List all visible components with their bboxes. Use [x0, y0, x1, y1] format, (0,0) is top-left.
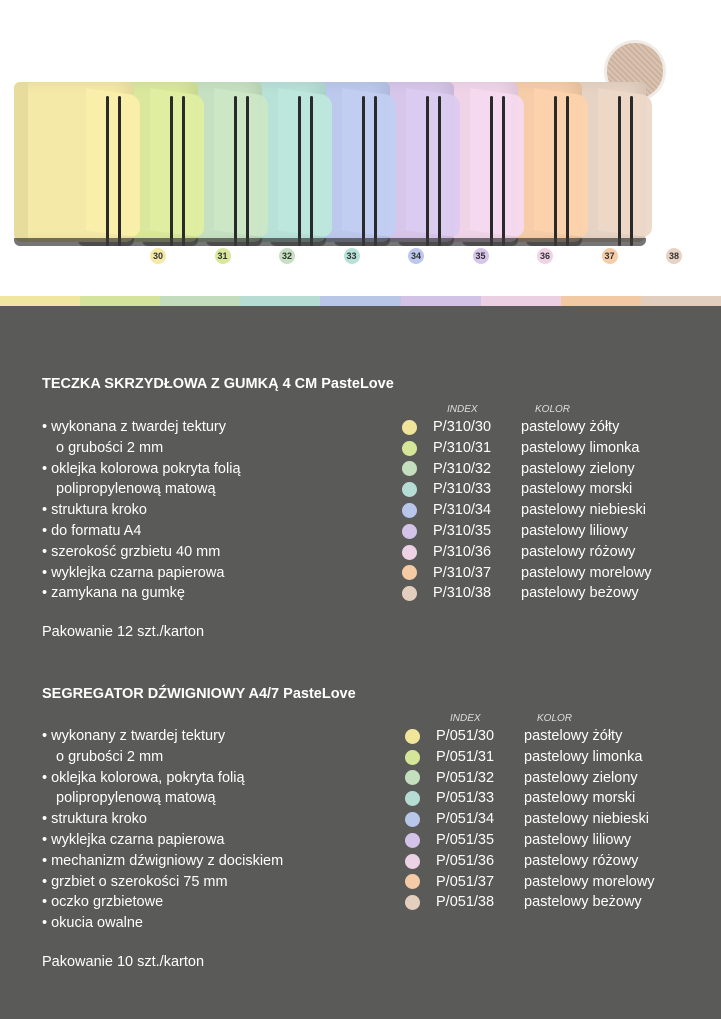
color-swatch-icon	[402, 461, 417, 476]
variant-row	[405, 830, 655, 851]
feature-line: • wykonana z twardej tektury	[42, 419, 226, 435]
variant-index: P/051/31	[436, 748, 495, 765]
folder-30	[14, 82, 134, 242]
feature-line: • wyklejka czarna papierowa	[42, 564, 225, 581]
stripe-segment	[80, 296, 160, 306]
color-number-badge: 32	[279, 248, 295, 264]
color-number-badge: 31	[215, 248, 231, 264]
color-swatch-icon	[405, 895, 420, 910]
feature-line: • szerokość grzbietu 40 mm	[42, 543, 221, 560]
variant-index: P/051/32	[436, 769, 495, 786]
stripe-segment	[0, 296, 80, 306]
section2-color-header: KOLOR	[537, 713, 573, 724]
feature-line: • oczko grzbietowe	[42, 894, 164, 911]
feature-line: o grubości 2 mm	[56, 748, 164, 765]
color-number-badge: 38	[666, 248, 682, 264]
color-swatch-icon	[405, 729, 420, 744]
color-swatch-icon	[402, 545, 417, 560]
section2-features	[42, 726, 283, 934]
variant-color: pastelowy liliowy	[524, 831, 632, 848]
variant-color: pastelowy morelowy	[521, 564, 652, 581]
color-number-badge: 37	[602, 248, 618, 264]
variant-index: P/051/38	[436, 894, 495, 911]
color-number-badge: 35	[473, 248, 489, 264]
variant-index: P/310/37	[433, 564, 492, 581]
variant-color: pastelowy niebieski	[521, 502, 646, 519]
variant-row	[402, 500, 652, 521]
variant-color: pastelowy niebieski	[524, 811, 649, 828]
variant-row	[402, 542, 652, 563]
feature-line: • do formatu A4	[42, 522, 142, 539]
variant-index: P/310/32	[433, 460, 492, 477]
variant-row	[405, 892, 655, 913]
stripe-segment	[481, 296, 561, 306]
variant-color: pastelowy limonka	[524, 748, 643, 765]
variant-index: P/310/30	[433, 419, 492, 435]
variant-index: P/310/36	[433, 543, 492, 560]
color-swatch-icon	[405, 874, 420, 889]
section1-variants	[402, 417, 652, 604]
feature-line: • oklejka kolorowa, pokryta folią	[42, 769, 245, 786]
variant-index: P/310/31	[433, 439, 492, 456]
color-swatch-icon	[402, 420, 417, 435]
color-swatch-icon	[405, 791, 420, 806]
section2-variants	[405, 726, 655, 913]
variant-row	[402, 438, 652, 459]
variant-row	[402, 521, 652, 542]
variant-row	[402, 563, 652, 584]
variant-color: pastelowy beżowy	[521, 585, 639, 602]
variant-row	[405, 788, 655, 809]
color-number-badge: 34	[408, 248, 424, 264]
section2-packaging: Pakowanie 10 szt./karton	[42, 954, 205, 970]
feature-line: • struktura kroko	[42, 502, 147, 519]
feature-line: • wykonany z twardej tektury	[42, 728, 226, 744]
variant-index: P/051/37	[436, 873, 495, 890]
section1-features	[42, 417, 241, 604]
color-swatch-icon	[402, 441, 417, 456]
feature-line: • wyklejka czarna papierowa	[42, 831, 225, 848]
variant-color: pastelowy zielony	[524, 769, 638, 786]
variant-color: pastelowy żółty	[524, 728, 623, 744]
variant-index: P/310/35	[433, 522, 492, 539]
color-swatch-icon	[402, 503, 417, 518]
color-number-badge: 36	[537, 248, 553, 264]
feature-line: polipropylenową matową	[56, 481, 216, 498]
variant-color: pastelowy morski	[524, 790, 636, 807]
feature-line: • grzbiet o szerokości 75 mm	[42, 873, 228, 890]
variant-color: pastelowy różowy	[524, 852, 639, 869]
variant-row	[402, 479, 652, 500]
color-swatch-icon	[402, 565, 417, 580]
feature-line: • zamykana na gumkę	[42, 585, 185, 602]
variant-color: pastelowy żółty	[521, 419, 620, 435]
feature-line: • struktura kroko	[42, 811, 147, 828]
stripe-segment	[320, 296, 400, 306]
color-stripe	[0, 296, 721, 306]
color-swatch-icon	[402, 586, 417, 601]
feature-line: • mechanizm dźwigniowy z dociskiem	[42, 852, 284, 869]
variant-color: pastelowy różowy	[521, 543, 636, 560]
variant-color: pastelowy liliowy	[521, 522, 629, 539]
color-swatch-icon	[402, 482, 417, 497]
variant-index: P/051/36	[436, 852, 495, 869]
stripe-segment	[561, 296, 641, 306]
variant-row	[405, 747, 655, 768]
variant-index: P/310/34	[433, 502, 492, 519]
variant-row	[405, 768, 655, 789]
stripe-segment	[240, 296, 320, 306]
variant-index: P/051/33	[436, 790, 495, 807]
variant-row	[402, 459, 652, 480]
color-swatch-icon	[405, 854, 420, 869]
section2-title: SEGREGATOR DŹWIGNIOWY A4/7 PasteLove	[42, 686, 356, 702]
color-number-badge: 30	[150, 248, 166, 264]
section1-index-header: INDEX	[447, 404, 478, 415]
variant-color: pastelowy morelowy	[524, 873, 655, 890]
variant-row	[402, 417, 652, 438]
section1-color-header: KOLOR	[535, 404, 571, 415]
stripe-segment	[160, 296, 240, 306]
variant-row	[405, 726, 655, 747]
color-swatch-icon	[405, 750, 420, 765]
variant-index: P/051/34	[436, 811, 495, 828]
stripe-segment	[401, 296, 481, 306]
variant-index: P/051/30	[436, 728, 495, 744]
variant-index: P/310/38	[433, 585, 492, 602]
feature-line: • okucia owalne	[42, 915, 143, 932]
feature-line: polipropylenową matową	[56, 790, 216, 807]
color-number-badge: 33	[344, 248, 360, 264]
product-photo	[0, 0, 721, 296]
variant-color: pastelowy beżowy	[524, 894, 642, 911]
section2-index-header: INDEX	[450, 713, 481, 724]
color-swatch-icon	[402, 524, 417, 539]
variant-row	[405, 809, 655, 830]
section1-title: TECZKA SKRZYDŁOWA Z GUMKĄ 4 CM PasteLove	[42, 376, 394, 392]
variant-index: P/310/33	[433, 481, 492, 498]
section1-packaging: Pakowanie 12 szt./karton	[42, 624, 205, 640]
color-swatch-icon	[405, 770, 420, 785]
stripe-segment	[641, 296, 721, 306]
feature-line: o grubości 2 mm	[56, 439, 164, 456]
color-swatch-icon	[405, 833, 420, 848]
variant-row	[405, 872, 655, 893]
variant-index: P/051/35	[436, 831, 495, 848]
variant-row	[405, 851, 655, 872]
variant-color: pastelowy zielony	[521, 460, 635, 477]
variant-row	[402, 583, 652, 604]
variant-color: pastelowy limonka	[521, 439, 640, 456]
feature-line: • oklejka kolorowa pokryta folią	[42, 460, 241, 477]
color-swatch-icon	[405, 812, 420, 827]
variant-color: pastelowy morski	[521, 481, 633, 498]
